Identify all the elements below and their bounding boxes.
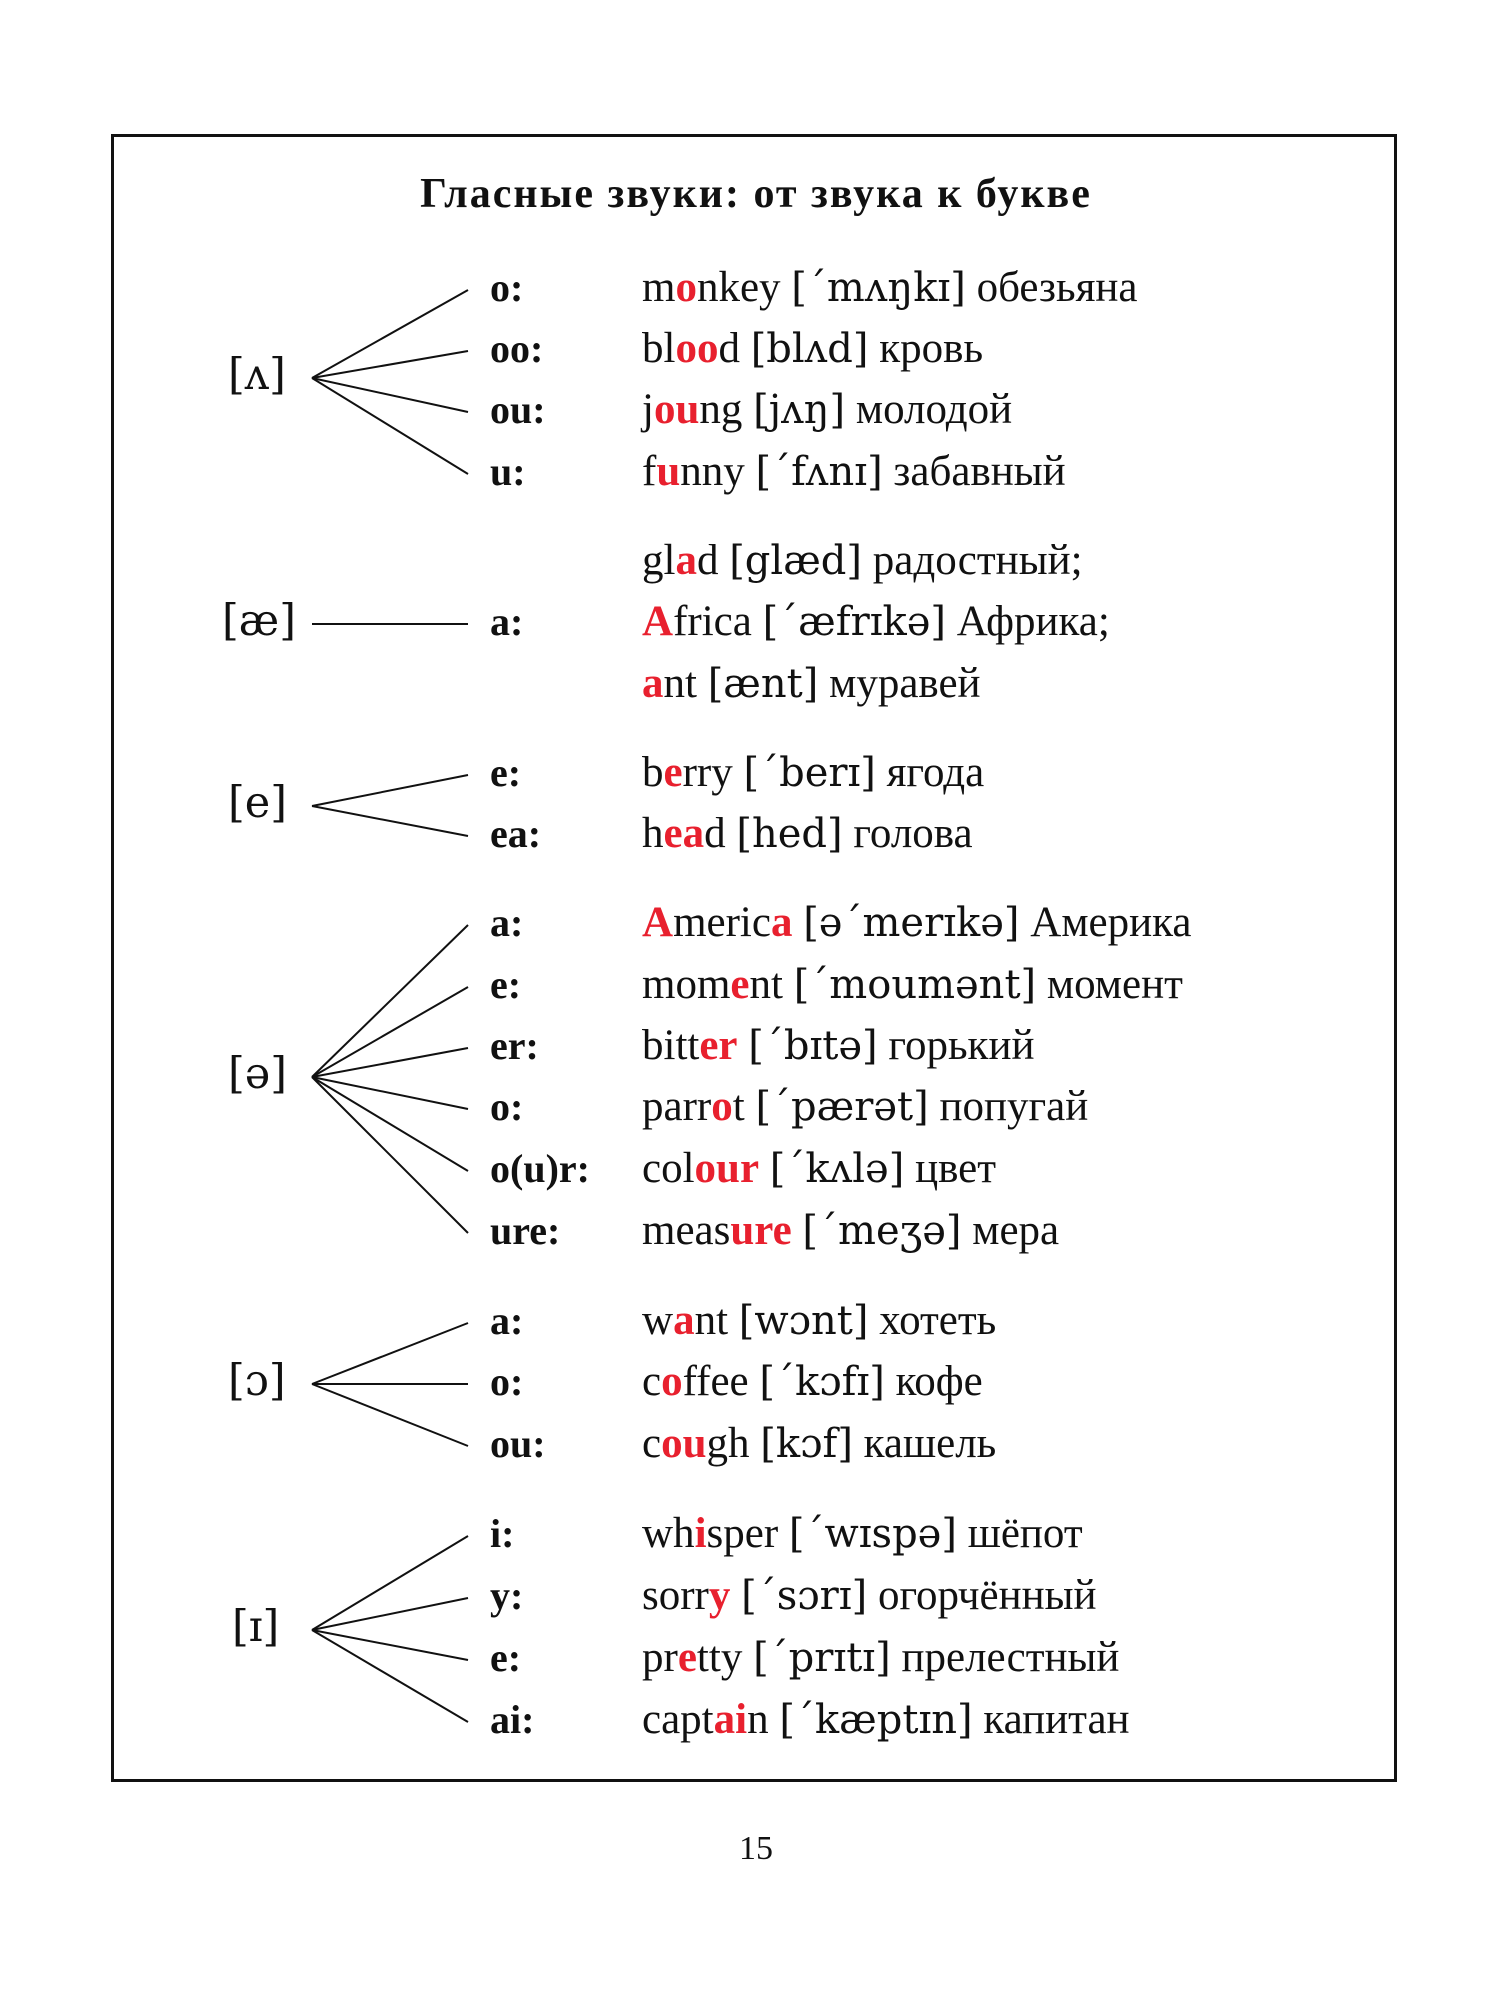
word-part: j <box>642 386 654 433</box>
highlighted-letters: ure <box>730 1207 792 1254</box>
example-word <box>642 537 718 584</box>
example-word <box>642 660 697 707</box>
example-word <box>642 1207 792 1254</box>
word-part: n <box>747 1696 769 1743</box>
translation: молодой <box>855 386 1013 433</box>
word-part: b <box>642 749 664 796</box>
highlighted-letters: A <box>642 899 674 946</box>
translation: огорчённый <box>877 1572 1097 1619</box>
transcription: [wɔnt] <box>738 1298 869 1344</box>
highlighted-letters: er <box>699 1022 738 1069</box>
translation: голова <box>853 810 973 857</box>
example-word <box>642 1696 769 1743</box>
transcription: [ˊsɔrɪ] <box>741 1573 868 1619</box>
example-row <box>642 1209 1059 1252</box>
ipa-sound: [æ] <box>222 596 296 646</box>
example-row <box>642 1698 1130 1741</box>
word-part: meric <box>673 899 771 946</box>
highlighted-letters: A <box>642 598 674 645</box>
transcription: [ˊkʌlə] <box>769 1146 905 1192</box>
word-part: rry <box>682 749 733 796</box>
example-word <box>642 899 792 946</box>
example-word <box>642 1145 759 1192</box>
example-row <box>642 1360 983 1403</box>
transcription: [ˊmoumənt] <box>793 962 1037 1008</box>
highlighted-letters: ea <box>663 810 705 857</box>
example-word <box>642 448 745 495</box>
transcription: [ˊfʌnɪ] <box>755 449 883 495</box>
spelling-pattern: o: <box>490 1359 524 1404</box>
word-part: gh <box>706 1420 750 1467</box>
example-word <box>642 1022 738 1069</box>
example-row <box>642 539 1083 582</box>
word-part: t <box>732 1083 745 1130</box>
transcription: [ˊæfrɪkə] <box>762 599 947 645</box>
example-row <box>642 327 983 370</box>
example-word <box>642 1572 730 1619</box>
example-row <box>642 600 1110 643</box>
highlighted-letters: oo <box>675 325 719 372</box>
word-part: wh <box>642 1510 695 1557</box>
example-word <box>642 1083 745 1130</box>
connector-line <box>312 806 468 836</box>
transcription: [ˊmʌŋkɪ] <box>791 265 966 311</box>
transcription: [ˊkæptɪn] <box>779 1697 973 1743</box>
word-part: pr <box>642 1634 678 1681</box>
transcription: [jʌŋ] <box>753 387 846 433</box>
page-number: 15 <box>739 1830 773 1867</box>
highlighted-letters: a <box>673 1297 695 1344</box>
translation: цвет <box>915 1145 997 1192</box>
transcription: [glæd] <box>729 538 863 584</box>
word-part: ng <box>699 386 743 433</box>
spelling-pattern: y: <box>490 1573 524 1618</box>
transcription: [ænt] <box>707 661 819 707</box>
spelling-pattern: e: <box>490 962 522 1007</box>
spelling-pattern: a: <box>490 599 524 644</box>
word-part: mom <box>642 961 731 1008</box>
example-row <box>642 1147 996 1190</box>
word-part: nt <box>749 961 783 1008</box>
translation: мера <box>972 1207 1060 1254</box>
example-row <box>642 1512 1083 1555</box>
ipa-sound: [e] <box>228 778 287 828</box>
example-row <box>642 1085 1088 1128</box>
transcription: [ˊpærət] <box>755 1084 929 1130</box>
connector-line <box>312 1630 468 1660</box>
translation: забавный <box>893 448 1066 495</box>
translation: горький <box>888 1022 1035 1069</box>
connector-line <box>312 775 468 806</box>
spelling-pattern: ou: <box>490 387 546 432</box>
spelling-pattern: o: <box>490 265 524 310</box>
example-row <box>642 1024 1034 1067</box>
example-row <box>642 662 981 705</box>
spelling-pattern: e: <box>490 750 522 795</box>
word-part: d <box>718 325 740 372</box>
connector-line <box>312 1323 468 1384</box>
spelling-pattern: oo: <box>490 326 544 371</box>
translation: момент <box>1046 961 1183 1008</box>
translation: хотеть <box>879 1297 997 1344</box>
spelling-pattern: i: <box>490 1511 515 1556</box>
transcription: [blʌd] <box>750 326 869 372</box>
highlighted-letters: a <box>642 660 664 707</box>
highlighted-letters: ai <box>713 1696 748 1743</box>
highlighted-letters: e <box>677 1634 697 1681</box>
word-part: d <box>704 810 726 857</box>
highlighted-letters: ou <box>661 1420 707 1467</box>
word-part: f <box>642 448 657 495</box>
spelling-pattern: o: <box>490 1084 524 1129</box>
word-part: meas <box>642 1207 731 1254</box>
translation: радостный; <box>872 537 1083 584</box>
word-part: nny <box>680 448 745 495</box>
example-word <box>642 749 733 796</box>
spelling-pattern: e: <box>490 1635 522 1680</box>
highlighted-letters: y <box>708 1572 731 1619</box>
connector-line <box>312 1077 468 1233</box>
word-part: frica <box>673 598 752 645</box>
ipa-sound: [ə] <box>228 1049 287 1099</box>
connector-line <box>312 1077 468 1109</box>
transcription: [ˊprɪtɪ] <box>753 1635 891 1681</box>
word-part: d <box>696 537 719 584</box>
spelling-pattern: er: <box>490 1023 539 1068</box>
example-row <box>642 1299 996 1342</box>
example-word <box>642 810 726 857</box>
example-word <box>642 1634 742 1681</box>
connector-line <box>312 1384 468 1446</box>
example-row <box>642 901 1191 944</box>
translation: кофе <box>895 1358 983 1405</box>
word-part: capt <box>642 1696 714 1743</box>
ipa-sound: [ʌ] <box>228 350 286 400</box>
transcription: [kɔf] <box>760 1421 853 1467</box>
spelling-pattern: ea: <box>490 811 542 856</box>
spelling-pattern: ai: <box>490 1697 535 1742</box>
word-part: sper <box>706 1510 779 1557</box>
word-part: w <box>642 1297 674 1344</box>
transcription: [hed] <box>736 811 843 857</box>
highlighted-letters: o <box>661 1358 683 1405</box>
word-part: gl <box>642 537 676 584</box>
connector-line <box>312 1536 468 1630</box>
highlighted-letters: a <box>675 537 697 584</box>
ipa-sound: [ɪ] <box>232 1602 280 1652</box>
word-part: nt <box>694 1297 729 1344</box>
example-word <box>642 264 781 311</box>
spelling-pattern: ou: <box>490 1421 546 1466</box>
example-row <box>642 1636 1119 1679</box>
word-part: h <box>642 810 664 857</box>
highlighted-letters: e <box>663 749 683 796</box>
example-row <box>642 963 1183 1006</box>
example-row <box>642 388 1012 431</box>
spelling-pattern: a: <box>490 900 524 945</box>
spelling-pattern: o(u)r: <box>490 1146 590 1191</box>
example-row <box>642 1574 1097 1617</box>
spelling-pattern: a: <box>490 1298 524 1343</box>
word-part: sorr <box>642 1572 709 1619</box>
word-part: tty <box>696 1634 743 1681</box>
connector-line <box>312 1598 468 1630</box>
transcription: [ˊberɪ] <box>743 750 876 796</box>
example-word <box>642 1358 749 1405</box>
highlighted-letters: e <box>730 961 750 1008</box>
word-part: col <box>642 1145 695 1192</box>
translation: Америка <box>1030 899 1192 946</box>
transcription: [ˊbɪtə] <box>748 1023 878 1069</box>
spelling-pattern: u: <box>490 449 526 494</box>
example-word <box>642 325 740 372</box>
page-title: Гласные звуки: от звука к букве <box>420 171 1092 217</box>
transcription: [əˊmerɪkə] <box>803 900 1020 946</box>
word-part: bitt <box>642 1022 700 1069</box>
highlighted-letters: u <box>656 448 681 495</box>
example-row <box>642 812 973 855</box>
connector-line <box>312 378 468 474</box>
connector-line <box>312 1630 468 1722</box>
example-word <box>642 1420 750 1467</box>
translation: капитан <box>983 1696 1130 1743</box>
highlighted-letters: ou <box>653 386 700 433</box>
translation: прелестный <box>901 1634 1120 1681</box>
example-word <box>642 1510 778 1557</box>
spelling-pattern: ure: <box>490 1208 561 1253</box>
translation: Африка; <box>956 598 1110 645</box>
highlighted-letters: o <box>711 1083 733 1130</box>
translation: кровь <box>879 325 984 372</box>
word-part: c <box>642 1358 662 1405</box>
translation: ягода <box>886 749 985 796</box>
word-part: bl <box>642 325 676 372</box>
highlighted-letters: o <box>675 264 697 311</box>
transcription: [ˊkɔfɪ] <box>759 1359 885 1405</box>
word-part: parr <box>642 1083 712 1130</box>
word-part: nt <box>663 660 697 707</box>
word-part: c <box>642 1420 662 1467</box>
translation: муравей <box>829 660 981 707</box>
translation: шёпот <box>967 1510 1083 1557</box>
example-row <box>642 751 984 794</box>
translation: кашель <box>863 1420 997 1467</box>
translation: обезьяна <box>976 264 1138 311</box>
example-word <box>642 386 742 433</box>
transcription: [ˊmeʒə] <box>802 1208 962 1254</box>
word-part: m <box>642 264 676 311</box>
connector-line <box>312 378 468 412</box>
example-row <box>642 266 1137 309</box>
connector-line <box>312 1077 468 1171</box>
example-row <box>642 450 1066 493</box>
highlighted-letters: our <box>694 1145 760 1192</box>
highlighted-letters: a <box>770 899 793 946</box>
example-word <box>642 598 752 645</box>
translation: попугай <box>939 1083 1089 1130</box>
example-word <box>642 961 783 1008</box>
example-row <box>642 1422 996 1465</box>
word-part: ffee <box>682 1358 749 1405</box>
ipa-sound: [ɔ] <box>228 1356 286 1406</box>
example-word <box>642 1297 728 1344</box>
transcription: [ˊwɪspə] <box>788 1511 957 1557</box>
highlighted-letters: i <box>694 1510 707 1557</box>
word-part: nkey <box>696 264 781 311</box>
